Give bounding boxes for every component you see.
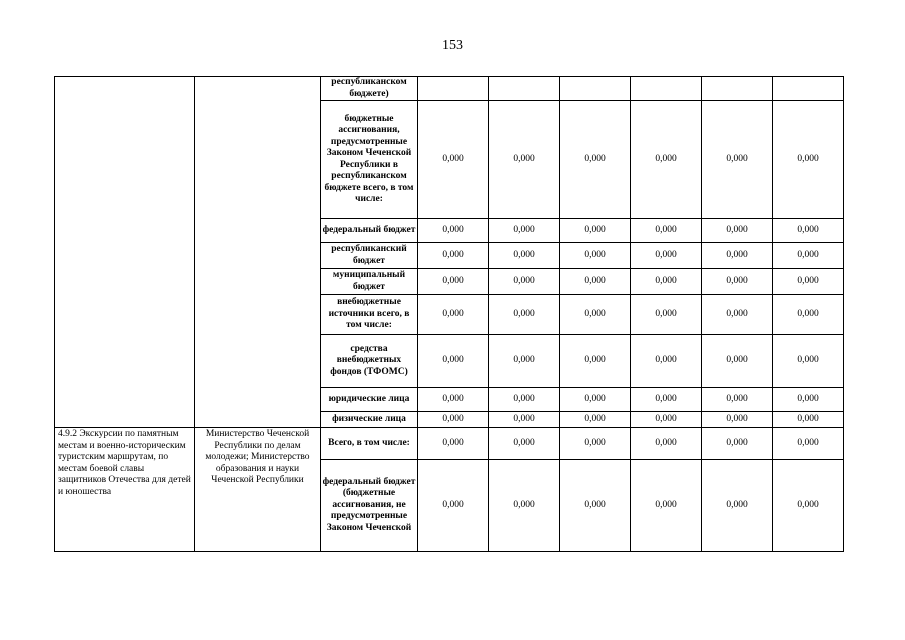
amount-cell: 0,000 <box>489 388 560 412</box>
amount-cell <box>489 77 560 101</box>
funding-source-cell: федеральный бюджет <box>321 219 418 243</box>
amount-cell: 0,000 <box>418 101 489 219</box>
funding-source-cell: юридические лица <box>321 388 418 412</box>
amount-cell: 0,000 <box>560 101 631 219</box>
measure-name-cell <box>55 77 195 428</box>
amount-cell: 0,000 <box>418 295 489 335</box>
amount-cell: 0,000 <box>560 269 631 295</box>
amount-cell: 0,000 <box>702 412 773 428</box>
amount-cell: 0,000 <box>489 295 560 335</box>
amount-cell: 0,000 <box>560 295 631 335</box>
amount-cell: 0,000 <box>702 460 773 552</box>
amount-cell: 0,000 <box>489 412 560 428</box>
amount-cell: 0,000 <box>560 243 631 269</box>
amount-cell: 0,000 <box>631 335 702 388</box>
amount-cell: 0,000 <box>489 243 560 269</box>
funding-source-cell: Всего, в том числе: <box>321 428 418 460</box>
amount-cell: 0,000 <box>702 388 773 412</box>
funding-source-cell: республиканский бюджет <box>321 243 418 269</box>
executor-cell: Министерство Чеченской Республики по делам молодежи; Министерство образования и науки Чеченской Республики <box>195 428 321 552</box>
amount-cell <box>702 77 773 101</box>
amount-cell: 0,000 <box>631 428 702 460</box>
amount-cell: 0,000 <box>418 335 489 388</box>
amount-cell: 0,000 <box>702 219 773 243</box>
amount-cell: 0,000 <box>418 460 489 552</box>
amount-cell: 0,000 <box>773 101 844 219</box>
amount-cell <box>773 77 844 101</box>
amount-cell: 0,000 <box>631 412 702 428</box>
amount-cell: 0,000 <box>631 460 702 552</box>
amount-cell: 0,000 <box>560 388 631 412</box>
funding-source-cell: средства внебюджетных фондов (ТФОМС) <box>321 335 418 388</box>
funding-source-cell: федеральный бюджет (бюджетные ассигнования, не предусмотренные Законом Чеченской <box>321 460 418 552</box>
program-finance-table <box>54 76 844 552</box>
funding-source-cell: внебюджетные источники всего, в том числе: <box>321 295 418 335</box>
amount-cell: 0,000 <box>631 101 702 219</box>
amount-cell: 0,000 <box>489 460 560 552</box>
amount-cell: 0,000 <box>702 335 773 388</box>
executor-cell <box>195 77 321 428</box>
amount-cell <box>418 77 489 101</box>
amount-cell: 0,000 <box>702 269 773 295</box>
amount-cell: 0,000 <box>773 269 844 295</box>
amount-cell: 0,000 <box>418 388 489 412</box>
funding-source-cell: бюджетные ассигнования, предусмотренные Законом Чеченской Республики в республиканском бюджете всего, в том числе: <box>321 101 418 219</box>
amount-cell: 0,000 <box>560 335 631 388</box>
amount-cell: 0,000 <box>560 412 631 428</box>
amount-cell: 0,000 <box>631 295 702 335</box>
table-row <box>55 77 844 101</box>
amount-cell: 0,000 <box>418 269 489 295</box>
amount-cell: 0,000 <box>773 295 844 335</box>
amount-cell: 0,000 <box>773 428 844 460</box>
amount-cell: 0,000 <box>631 219 702 243</box>
amount-cell: 0,000 <box>418 428 489 460</box>
amount-cell: 0,000 <box>773 335 844 388</box>
amount-cell: 0,000 <box>418 412 489 428</box>
amount-cell: 0,000 <box>631 388 702 412</box>
page-number: 153 <box>442 38 463 53</box>
amount-cell: 0,000 <box>631 243 702 269</box>
amount-cell: 0,000 <box>702 295 773 335</box>
amount-cell: 0,000 <box>702 101 773 219</box>
amount-cell: 0,000 <box>489 101 560 219</box>
amount-cell <box>631 77 702 101</box>
amount-cell: 0,000 <box>489 428 560 460</box>
amount-cell: 0,000 <box>773 460 844 552</box>
amount-cell: 0,000 <box>773 388 844 412</box>
table-row <box>55 428 844 460</box>
amount-cell: 0,000 <box>489 335 560 388</box>
amount-cell: 0,000 <box>773 412 844 428</box>
amount-cell: 0,000 <box>773 243 844 269</box>
funding-source-cell: физические лица <box>321 412 418 428</box>
amount-cell: 0,000 <box>489 269 560 295</box>
amount-cell: 0,000 <box>418 219 489 243</box>
amount-cell: 0,000 <box>560 460 631 552</box>
funding-source-cell: муниципальный бюджет <box>321 269 418 295</box>
amount-cell: 0,000 <box>773 219 844 243</box>
amount-cell: 0,000 <box>418 243 489 269</box>
amount-cell: 0,000 <box>560 428 631 460</box>
amount-cell: 0,000 <box>489 219 560 243</box>
amount-cell: 0,000 <box>702 243 773 269</box>
amount-cell <box>560 77 631 101</box>
amount-cell: 0,000 <box>702 428 773 460</box>
amount-cell: 0,000 <box>560 219 631 243</box>
amount-cell: 0,000 <box>631 269 702 295</box>
funding-source-cell: республиканском бюджете) <box>321 77 418 101</box>
measure-name-cell: 4.9.2 Экскурсии по памятным местам и военно-историческим туристским маршрутам, по местам боевой славы защитников Отечества для детей и юношества <box>55 428 195 552</box>
